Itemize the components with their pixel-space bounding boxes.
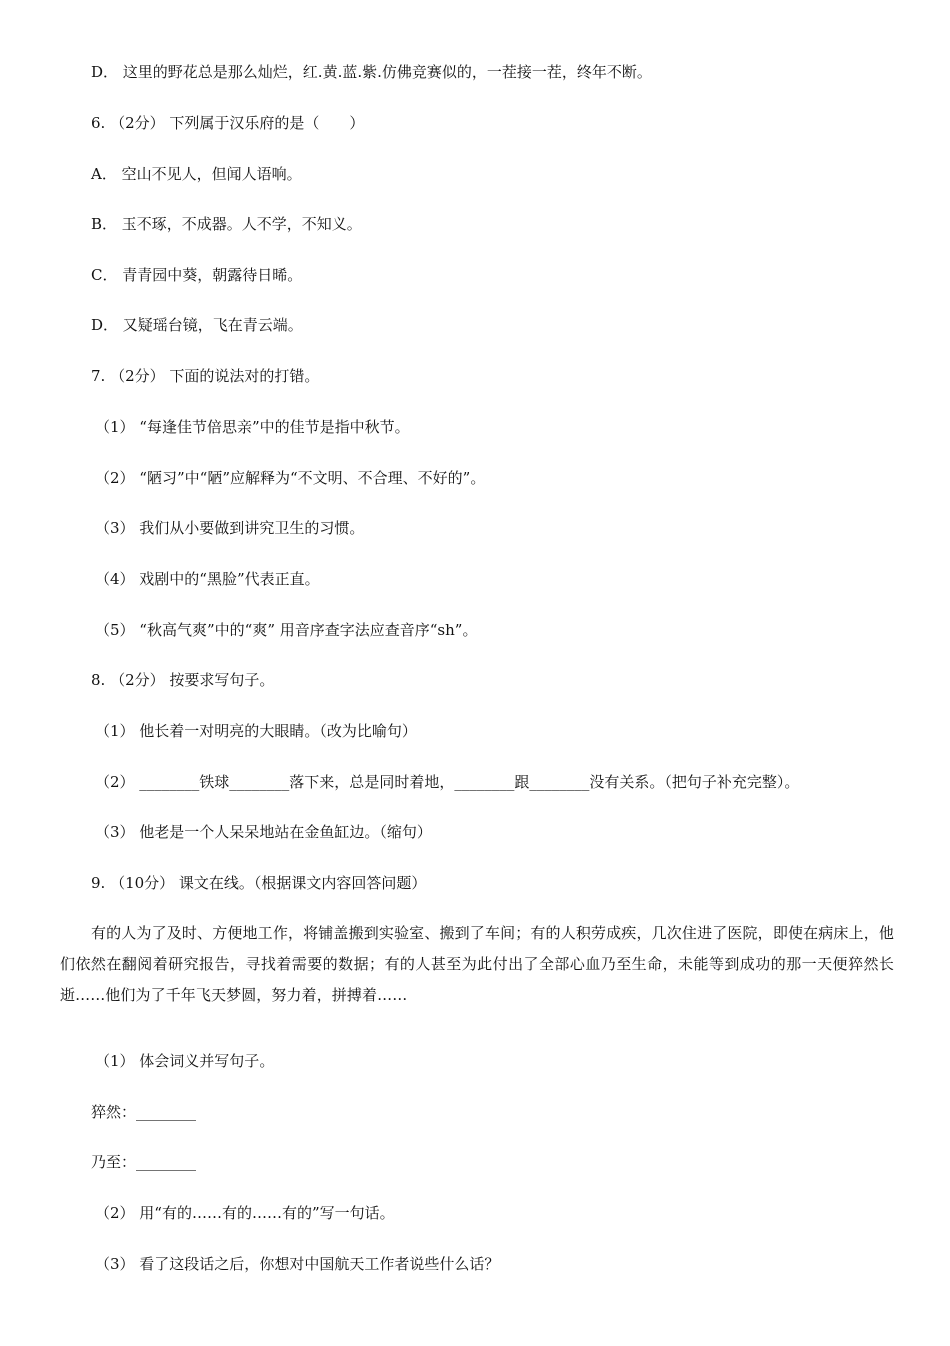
q9-sub-2: （2） 用“有的……有的……有的”写一句话。	[95, 1204, 395, 1222]
q9-sub-1: （1） 体会词义并写句子。	[95, 1052, 275, 1070]
q9-passage: 有的人为了及时、方便地工作，将铺盖搬到实验室、搬到了车间；有的人积劳成疾，几次住进了医院，即使在病床上，他们依然在翻阅着研究报告，寻找着需要的数据；有的人甚至为此付出了全部心血乃至生命，未能等到成功的那一天便猝然长逝……他们为了千年飞天梦圆，努力着，拼搏着……	[60, 924, 894, 1004]
q6-option-d: D． 又疑瑶台镜，飞在青云端。	[91, 316, 303, 334]
q9-sub-3: （3） 看了这段话之后，你想对中国航天工作者说些什么话？	[95, 1255, 500, 1273]
q6-option-b: B． 玉不琢，不成器。人不学，不知义。	[91, 215, 362, 233]
q8-item-3: （3） 他老是一个人呆呆地站在金鱼缸边。（缩句）	[95, 823, 432, 841]
q7-item-3: （3） 我们从小要做到讲究卫生的习惯。	[95, 519, 365, 537]
q8-item-2: （2） ________铁球________落下来，总是同时着地，________跟________没有关系。（把句子补充完整）。	[95, 773, 800, 791]
q7-item-1: （1） “每逢佳节倍思亲”中的佳节是指中秋节。	[95, 418, 410, 436]
q9-word-1: 猝然：________	[91, 1103, 197, 1121]
q6-stem: 6. （2分） 下列属于汉乐府的是（ ）	[91, 114, 365, 132]
q7-item-5: （5） “秋高气爽”中的“爽” 用音序查字法应查音序“sh”。	[95, 621, 478, 639]
q9-word-2: 乃至：________	[91, 1153, 197, 1171]
q9-stem: 9. （10分） 课文在线。（根据课文内容回答问题）	[91, 874, 427, 892]
q7-stem: 7. （2分） 下面的说法对的打错。	[91, 367, 320, 385]
q6-option-a: A． 空山不见人，但闻人语响。	[91, 165, 302, 183]
q8-item-1: （1） 他长着一对明亮的大眼睛。（改为比喻句）	[95, 722, 417, 740]
q6-option-c: C． 青青园中葵，朝露待日晞。	[91, 266, 303, 284]
q8-stem: 8. （2分） 按要求写句子。	[91, 671, 275, 689]
q7-item-2: （2） “陋习”中“陋”应解释为“不文明、不合理、不好的”。	[95, 469, 486, 487]
q5-option-d: D． 这里的野花总是那么灿烂，红.黄.蓝.紫.仿佛竞赛似的，一茬接一茬，终年不断。	[91, 63, 652, 81]
q7-item-4: （4） 戏剧中的“黑脸”代表正直。	[95, 570, 320, 588]
